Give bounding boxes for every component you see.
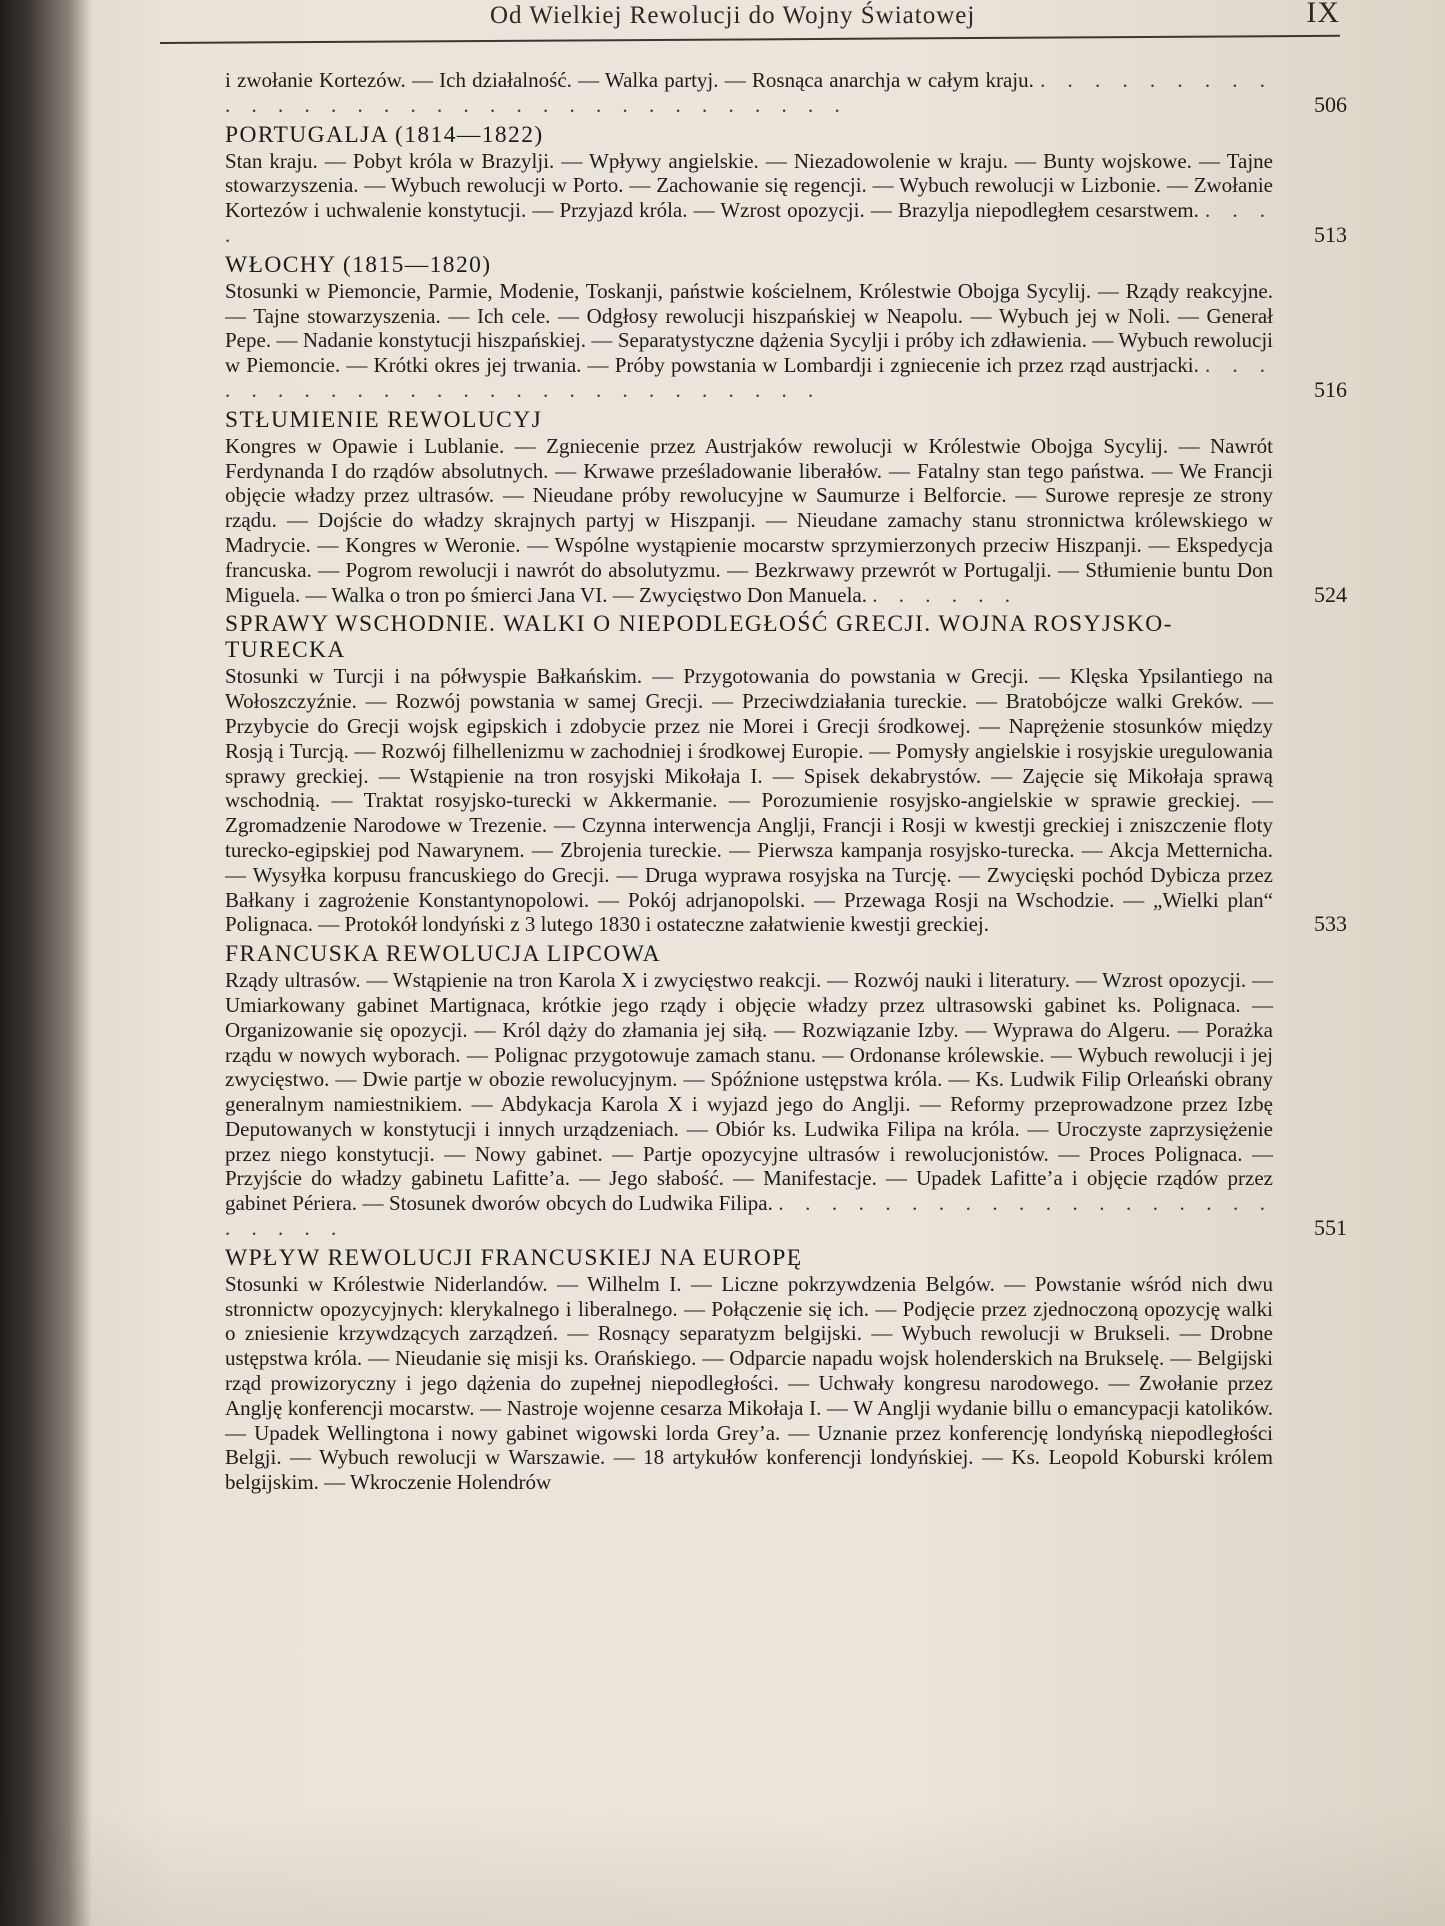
toc-entry-text: Stosunki w Piemoncie, Parmie, Modenie, Toskanji, państwie kościelnem, Królestwie Obojga Sycylij. — Rządy reakcyjne. — Tajne stowarzyszenia. — Ich cele. — Odgłosy rewolucji hiszpańskiej w Neapolu. — Wybuch jej w Noli. — Generał Pepe. — Nadanie konstytucji hiszpańskiej. — Separatystyczne dążenia Sycylji i próby ich zdławienia. — Wybuch rewolucji w Piemoncie. — Krótki okres jej trwania. — Próby powstania w Lombardji i zgniecenie ich przez rząd austrjacki.	[225, 278, 1273, 378]
toc-section-eastern-affairs	[225, 611, 1355, 937]
toc-entry-text: Rządy ultrasów. — Wstąpienie na tron Karola X i zwycięstwo reakcji. — Rozwój nauki i literatury. — Wzrost opozycji. — Umiarkowany gabinet Martignaca, krótkie jego rządy i objęcie władzy przez ultrasowski gabinet ks. Polignaca. — Organizowanie się opozycji. — Król dąży do złamania jej siłą. — Rozwiązanie Izby. — Wyprawa do Algeru. — Porażka rządu w nowych wyborach. — Polignac przygotowuje zamach stanu. — Ordonanse królewskie. — Wybuch rewolucji i jej zwycięstwo. — Dwie partje w obozie rewolucyjnym. — Spóźnione ustępstwa króla. — Ks. Ludwik Filip Orleański obrany generalnym namiestnikiem. — Abdykacja Karola X i wyjazd jego do Anglji. — Reformy przeprowadzone przez Izbę Deputowanych w konstytucji i innych urządzeniach. — Obiór ks. Ludwika Filipa na króla. — Uroczyste zaprzysiężenie przez niego konstytucji. — Nowy gabinet. — Partje opozycyjne ultrasów i rewolucjonistów. — Proces Polignaca. — Przyjście do władzy gabinetu Lafitte’a. — Jego słabość. — Manifestacje. — Upadek Lafitte’a i objęcie rządów przez gabinet Périera. — Stosunek dworów obcych do Ludwika Filipa.	[225, 968, 1273, 1216]
leader-dots: . . . . . . . . . . . . . . . . . . . . . . . . . .	[225, 353, 1273, 402]
toc-entry	[225, 278, 1347, 403]
leader-dots: . . . . . . . . . . . . . . . . . . . . . . . .	[225, 1191, 1274, 1241]
toc-entry	[225, 433, 1347, 608]
leader-dots: . . . . . .	[872, 582, 1018, 607]
section-title: WPŁYW REWOLUCJI FRANCUSKIEJ NA EUROPĘ	[225, 1244, 803, 1271]
leader-dots: . . . .	[225, 198, 1274, 247]
binding-shadow	[0, 0, 92, 1926]
table-of-contents	[225, 68, 1355, 1499]
toc-entry-text: Stosunki w Królestwie Niderlandów. — Wilhelm I. — Liczne pokrzywdzenia Belgów. — Powstanie wśród nich dwu stronnictw opozycyjnych: klerykalnego i liberalnego. — Połączenie się ich. — Podjęcie przez zjednoczoną opozycję walki o zniesienie krzywdzących zarządzeń. — Rosnący separatyzm belgijski. — Wybuch rewolucji w Brukseli. — Drobne ustępstwa króla. — Nieudanie się misji ks. Orańskiego. — Odparcie napadu wojsk holenderskich na Brukselę. — Belgijski rząd prowizoryczny i jego dążenia do zupełnej niepodległości. — Uchwały kongresu narodowego. — Zwołanie przez Anglję konferencji mocarstw. — Nastroje wojenne cesarza Mikołaja I. — W Anglji wydanie billu o emancypacji katolików. — Upadek Wellingtona i nowy gabinet wigowski lorda Grey’a. — Uznanie przez konferencję londyńską niepodległości Belgji. — Wybuch rewolucji w Warszawie. — 18 artykułów konferencji londyńskiej. — Ks. Leopold Koburski królem belgijskim. — Wkroczenie Holendrów	[225, 1271, 1273, 1495]
toc-page-number: 533	[1314, 911, 1347, 937]
toc-section-portugal	[225, 122, 1355, 248]
toc-page-number: 506	[1314, 91, 1347, 117]
page-number: IX	[1306, 0, 1340, 29]
toc-page-number: 551	[1314, 1215, 1347, 1241]
toc-entry-text: Kongres w Opawie i Lublanie. — Zgniecenie przez Austrjaków rewolucji w Królestwie Obojga Sycylij. — Nawrót Ferdynanda I do rządów absolutnych. — Krwawe prześladowanie liberałów. — Fatalny stan tego państwa. — We Francji objęcie władzy przez ultrasów. — Nieudane próby rewolucyjne w Saumurze i Belforcie. — Surowe represje ze strony rządu. — Dojście do władzy skrajnych partyj w Hiszpanji. — Nieudane zamachy stanu stronnictwa królewskiego w Madrycie. — Kongres w Weronie. — Wspólne wystąpienie mocarstw sprzymierzonych przeciw Hiszpanji. — Ekspedycja francuska. — Pogrom rewolucji i nawrót do absolutyzmu. — Bezkrwawy przewrót w Portugalji. — Stłumienie buntu Don Miguela. — Walka o tron po śmierci Jana VI. — Zwycięstwo Don Manuela.	[225, 433, 1273, 607]
toc-page-number: 516	[1314, 376, 1347, 402]
toc-entry-text: Stan kraju. — Pobyt króla w Brazylji. — Wpływy angielskie. — Niezadowolenie w kraju. — Bunty wojskowe. — Tajne stowarzyszenia. — Wybuch rewolucji w Porto. — Zachowanie się regencji. — Wybuch rewolucji w Lizbonie. — Zwołanie Kortezów i uchwalenie konstytucji. — Przyjazd króla. — Wzrost opozycji. — Brazylja niepodległem cesarstwem.	[225, 148, 1273, 223]
toc-section-influence-on-europe	[225, 1245, 1355, 1495]
toc-section-italy	[225, 252, 1355, 403]
page-shadow	[0, 1806, 1445, 1926]
toc-entry	[225, 148, 1347, 248]
leader-dots: . . . . . . . . . . . . . . . . . . . . . . . . . . . . . . . . .	[225, 68, 1274, 117]
section-title: WŁOCHY (1815—1820)	[225, 251, 492, 278]
section-title: STŁUMIENIE REWOLUCYJ	[225, 406, 543, 433]
header-rule	[160, 35, 1340, 44]
toc-page-number: 513	[1314, 221, 1347, 247]
toc-entry	[225, 68, 1347, 118]
toc-entry-text: i zwołanie Kortezów. — Ich działalność. — Walka partyj. — Rosnąca anarchja w całym kraju.	[225, 68, 1034, 92]
toc-entry	[225, 1272, 1273, 1495]
running-title: Od Wielkiej Rewolucji do Wojny Światowej	[490, 2, 976, 29]
toc-section-suppression	[225, 407, 1355, 608]
section-title: SPRAWY WSCHODNIE. WALKI O NIEPODLEGŁOŚĆ GRECJI. WOJNA ROSYJSKO-TURECKA	[225, 611, 1173, 664]
toc-entry	[225, 968, 1347, 1241]
section-title: PORTUGALJA (1814—1822)	[225, 121, 544, 148]
toc-entry-text: Stosunki w Turcji i na półwyspie Bałkańskim. — Przygotowania do powstania w Grecji. — Klęska Ypsilantiego na Wołoszczyźnie. — Rozwój powstania w samej Grecji. — Przeciwdziałania tureckie. — Bratobójcze walki Greków. — Przybycie do Grecji wojsk egipskich i zdobycie przez nie Morei i Grecji środkowej. — Naprężenie stosunków między Rosją i Turcją. — Rozwój filhellenizmu w zachodniej i środkowej Europie. — Pomysły angielskie i rosyjskie uregulowania sprawy greckiej. — Wstąpienie na tron rosyjski Mikołaja I. — Spisek dekabrystów. — Zajęcie się Mikołaja sprawą wschodnią. — Traktat rosyjsko-turecki w Akkermanie. — Porozumienie rosyjsko-angielskie w sprawie greckiej. — Zgromadzenie Narodowe w Trezenie. — Czynna interwencja Anglji, Francji i Rosji w kwestji greckiej i zniszczenie floty turecko-egipskiej pod Nawarynem. — Zbrojenia tureckie. — Pierwsza kampanja rosyjsko-turecka. — Akcja Metternicha. — Wysyłka korpusu francuskiego do Grecji. — Druga wyprawa rosyjska na Turcję. — Zwycięski pochód Dybicza przez Bałkany i zagrożenie Konstantynopolowi. — Pokój adrjanopolski. — Przewaga Rosji na Wschodzie. — „Wielki plan“ Polignaca. — Protokół londyński z 3 lutego 1830 i ostateczne załatwienie kwestji greckiej.	[225, 664, 1273, 937]
toc-section-july-revolution	[225, 941, 1355, 1241]
section-title: FRANCUSKA REWOLUCJA LIPCOWA	[225, 941, 662, 968]
toc-page-number: 524	[1314, 581, 1347, 607]
toc-section-spain-continued	[225, 68, 1355, 118]
page-header	[160, 0, 1340, 46]
toc-entry	[225, 664, 1347, 937]
